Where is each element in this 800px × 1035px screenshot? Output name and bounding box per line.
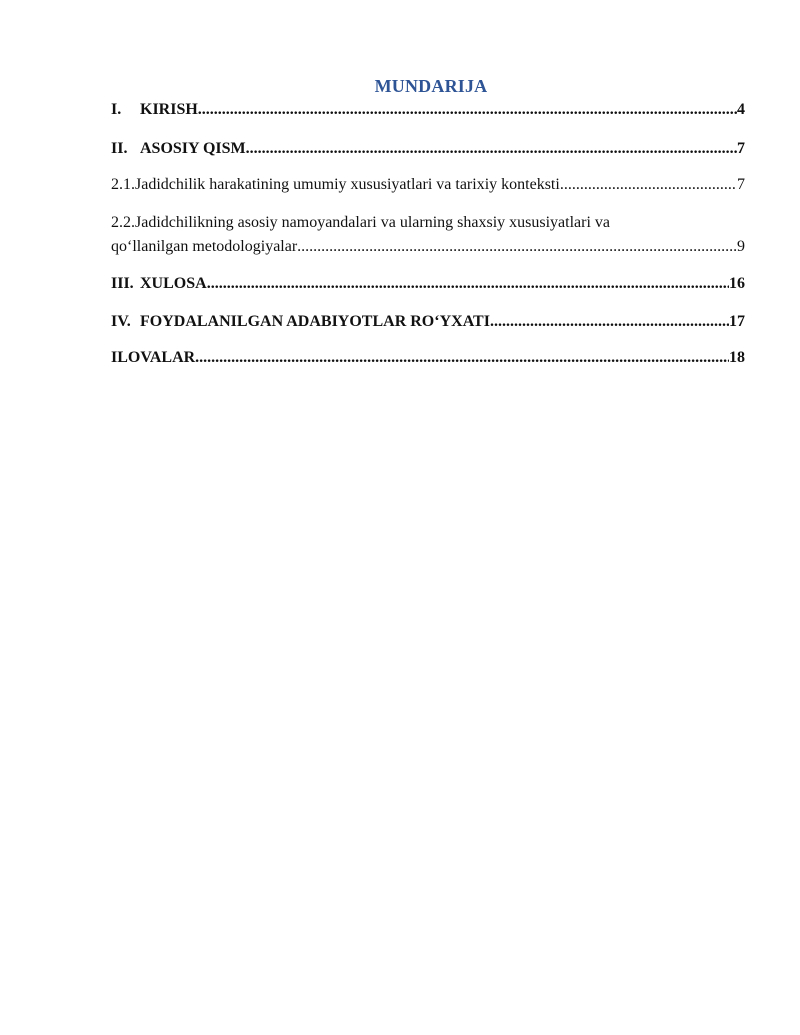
toc-entry-ilovalar[interactable] xyxy=(111,346,745,370)
toc-entry-asosiy-qism[interactable] xyxy=(111,137,745,161)
toc-entry-number: IV. xyxy=(111,313,131,330)
toc-entry-label: FOYDALANILGAN ADABIYOTLAR RO‘YXATI xyxy=(140,313,490,330)
toc-entry-2-1[interactable] xyxy=(111,173,745,197)
toc-entry-label: ASOSIY QISM xyxy=(140,140,246,157)
toc-entry-page: 18 xyxy=(729,349,745,366)
toc-entry-page: 4 xyxy=(737,101,745,118)
toc-dot-leader xyxy=(207,272,729,296)
toc-entry-label-line1: Jadidchilikning asosiy namoyandalari va ularning shaxsiy xususiyatlari va xyxy=(135,214,611,231)
toc-dot-leader xyxy=(195,346,729,370)
toc-entry-adabiyotlar[interactable] xyxy=(111,310,745,334)
toc-entry-label: ILOVALAR xyxy=(111,349,196,366)
toc-entry-number: II. xyxy=(111,140,128,157)
toc-entry-page: 17 xyxy=(729,313,745,330)
toc-entry-page: 9 xyxy=(737,238,745,255)
toc-dot-leader xyxy=(490,310,729,334)
toc-dot-leader xyxy=(198,98,737,122)
toc-dot-leader xyxy=(560,173,737,197)
toc-entry-label: Jadidchilik harakatining umumiy xususiyatlari va tarixiy konteksti xyxy=(135,176,560,193)
toc-entry-2-2[interactable] xyxy=(111,211,745,259)
toc-entry-xulosa[interactable] xyxy=(111,272,745,296)
toc-title: MUNDARIJA xyxy=(374,76,488,96)
toc-entry-number: 2.1. xyxy=(111,176,135,193)
toc-entry-label-line2: qo‘llanilgan metodologiyalar xyxy=(111,238,298,255)
toc-entry-label: XULOSA xyxy=(140,275,207,292)
toc-dot-leader xyxy=(297,235,737,259)
toc-entry-page: 16 xyxy=(729,275,745,292)
toc-entry-label: KIRISH xyxy=(140,101,198,118)
toc-entry-page: 7 xyxy=(737,140,745,157)
toc-entry-number: 2.2. xyxy=(111,214,135,231)
toc-entry-kirish[interactable] xyxy=(111,98,745,122)
toc-entry-page: 7 xyxy=(737,176,745,193)
toc-entry-number: III. xyxy=(111,275,134,292)
toc-dot-leader xyxy=(246,137,737,161)
toc-entry-number: I. xyxy=(111,101,122,118)
